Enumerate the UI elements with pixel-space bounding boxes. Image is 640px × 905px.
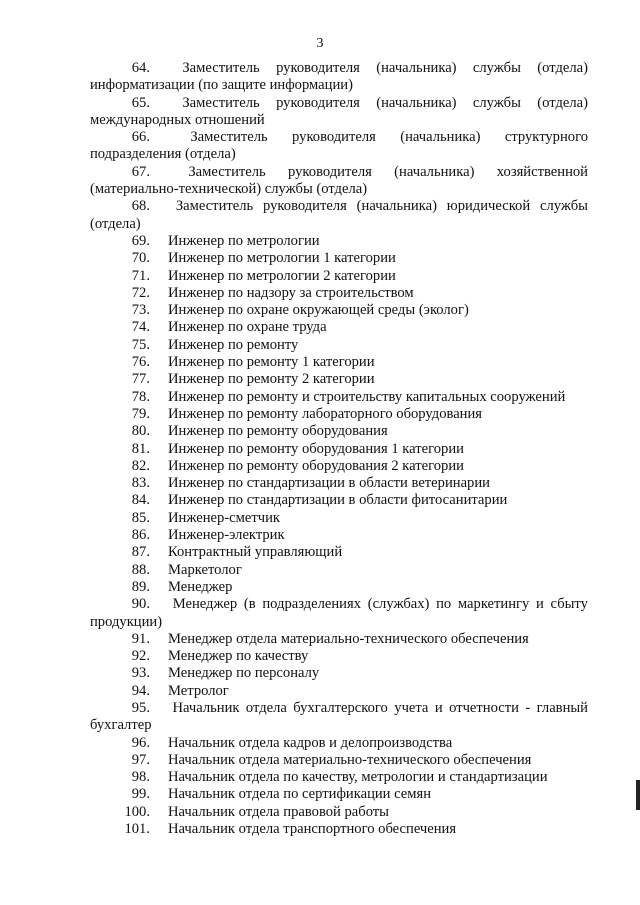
- item-number: 96.: [131, 734, 150, 751]
- item-text: Менеджер по персоналу: [168, 665, 320, 682]
- item-word: учета: [394, 699, 429, 716]
- item-number: 76.: [131, 354, 150, 371]
- scan-edge-mark: [636, 780, 640, 810]
- item-text: Инженер по метрологии 1 категории: [168, 250, 396, 267]
- item-number: 64.: [131, 60, 150, 76]
- list-item: [0, 164, 640, 199]
- item-word: (начальника): [376, 60, 457, 76]
- item-text: Менеджер отдела материально-технического обеспечения: [168, 630, 529, 647]
- item-word: (в: [243, 596, 256, 613]
- item-word: хозяйственной: [496, 163, 588, 180]
- item-text: Начальник отдела транспортного обеспечения: [168, 821, 457, 838]
- item-word: Начальник: [172, 699, 240, 716]
- item-word: службы: [540, 198, 588, 215]
- item-word: Заместитель: [188, 163, 266, 180]
- item-word: сбыту: [550, 596, 588, 613]
- page-number: 3: [316, 36, 324, 51]
- item-word: руководителя: [292, 129, 376, 146]
- item-word: Заместитель: [190, 129, 268, 146]
- item-text: Инженер по метрологии 2 категории: [168, 267, 396, 284]
- item-number: 79.: [131, 405, 150, 422]
- item-number: 71.: [131, 267, 150, 284]
- item-text: Менеджер по качеству: [168, 648, 309, 665]
- item-number: 90.: [131, 596, 150, 613]
- list-item: [0, 562, 640, 579]
- item-number: 97.: [131, 751, 150, 768]
- list-item: [0, 285, 640, 302]
- item-number: 98.: [131, 769, 150, 786]
- list-item: [0, 268, 640, 285]
- list-item: [0, 60, 640, 95]
- list-item: [0, 371, 640, 388]
- item-text: Начальник отдела по сертификации семян: [168, 786, 432, 803]
- item-number: 74.: [131, 319, 150, 336]
- item-number: 83.: [131, 475, 150, 492]
- item-word: и: [434, 699, 443, 716]
- item-number: 100.: [124, 803, 150, 820]
- list-item: [0, 821, 640, 838]
- item-word: (отдела): [537, 60, 588, 76]
- list-item: [0, 319, 640, 336]
- item-number: 73.: [131, 302, 150, 319]
- item-text: Инженер по охране окружающей среды (эколог): [168, 302, 469, 319]
- list-item: [0, 354, 640, 371]
- list-item: [0, 233, 640, 250]
- item-continuation: подразделения (отдела): [90, 146, 236, 163]
- item-text: Инженер по охране труда: [168, 319, 327, 336]
- position-list: [0, 60, 640, 838]
- item-word: подразделениях: [262, 596, 362, 613]
- item-text: Менеджер: [168, 578, 233, 595]
- item-number: 78.: [131, 388, 150, 405]
- item-number: 86.: [131, 527, 150, 544]
- item-word: руководителя: [263, 198, 347, 215]
- list-item: [0, 95, 640, 130]
- item-number: 80.: [131, 423, 150, 440]
- item-number: 75.: [131, 336, 150, 353]
- item-word: (начальника): [394, 163, 475, 180]
- item-text: Инженер по ремонту: [168, 336, 299, 353]
- item-continuation: информатизации (по защите информации): [90, 77, 353, 94]
- item-text: Инженер по ремонту и строительству капитальных сооружений: [168, 388, 566, 405]
- item-number: 94.: [131, 682, 150, 699]
- item-text: Инженер по надзору за строительством: [168, 284, 414, 301]
- item-word: Заместитель: [182, 60, 260, 76]
- item-word: службы: [472, 60, 521, 76]
- item-number: 72.: [131, 284, 150, 301]
- item-text: Инженер по ремонту оборудования 2 категории: [168, 457, 464, 474]
- list-item: [0, 302, 640, 319]
- item-number: 68.: [131, 198, 150, 215]
- item-text: Инженер по ремонту 2 категории: [168, 371, 375, 388]
- item-text: Инженер по ремонту оборудования 1 категории: [168, 440, 464, 457]
- item-number: 95.: [131, 699, 150, 716]
- item-word: Заместитель: [182, 94, 260, 111]
- item-continuation: бухгалтер: [90, 717, 152, 734]
- item-continuation: международных отношений: [90, 111, 265, 128]
- item-text: Инженер по ремонту оборудования: [168, 423, 388, 440]
- item-word: (начальника): [376, 94, 457, 111]
- item-text: Инженер по ремонту лабораторного оборудования: [168, 405, 483, 422]
- item-first-line: [0, 60, 640, 77]
- item-number: 88.: [131, 561, 150, 578]
- item-first-line: [0, 198, 640, 215]
- item-first-line: [0, 129, 640, 146]
- item-number: 92.: [131, 648, 150, 665]
- item-word: по: [436, 596, 452, 613]
- item-word: юридической: [446, 198, 531, 215]
- item-number: 82.: [131, 457, 150, 474]
- item-number: 70.: [131, 250, 150, 267]
- list-item: [0, 752, 640, 769]
- item-continuation: (материально-технической) службы (отдела): [90, 181, 368, 198]
- item-text: Начальник отдела правовой работы: [168, 803, 389, 820]
- item-number: 66.: [131, 129, 150, 146]
- item-word: бухгалтерского: [293, 699, 388, 716]
- item-text: Инженер-электрик: [168, 527, 285, 544]
- list-item: [0, 198, 640, 233]
- item-word: руководителя: [276, 60, 360, 76]
- item-number: 93.: [131, 665, 150, 682]
- list-item: [0, 769, 640, 786]
- item-number: 77.: [131, 371, 150, 388]
- item-word: маркетингу: [457, 596, 530, 613]
- list-item: [0, 129, 640, 164]
- list-item: [0, 250, 640, 267]
- item-continuation: (отдела): [90, 215, 141, 232]
- list-item: [0, 786, 640, 803]
- item-text: Маркетолог: [168, 561, 242, 578]
- list-item: [0, 579, 640, 596]
- item-number: 85.: [131, 509, 150, 526]
- item-number: 69.: [131, 232, 150, 249]
- item-word: руководителя: [276, 94, 360, 111]
- list-item: [0, 458, 640, 475]
- item-text: Контрактный управляющий: [168, 544, 343, 561]
- list-item: [0, 492, 640, 509]
- item-text: Начальник отдела по качеству, метрологии и стандартизации: [168, 769, 548, 786]
- item-text: Инженер по ремонту 1 категории: [168, 354, 375, 371]
- item-first-line: [0, 164, 640, 181]
- item-word: Заместитель: [175, 198, 254, 215]
- item-number: 89.: [131, 578, 150, 595]
- list-item: [0, 700, 640, 735]
- item-text: Инженер по стандартизации в области ветеринарии: [168, 475, 490, 492]
- item-word: -: [525, 699, 531, 716]
- item-word: структурного: [504, 129, 588, 146]
- list-item: [0, 406, 640, 423]
- item-word: отчетности: [449, 699, 519, 716]
- item-number: 81.: [131, 440, 150, 457]
- item-text: Начальник отдела материально-технического обеспечения: [168, 751, 532, 768]
- item-word: (начальника): [400, 129, 481, 146]
- item-number: 67.: [131, 163, 150, 180]
- item-continuation: продукции): [90, 613, 163, 630]
- list-item: [0, 648, 640, 665]
- list-item: [0, 475, 640, 492]
- item-text: Инженер по метрологии: [168, 232, 320, 249]
- item-number: 65.: [131, 94, 150, 111]
- list-item: [0, 631, 640, 648]
- item-word: (начальника): [356, 198, 437, 215]
- item-first-line: [0, 596, 640, 613]
- item-word: Менеджер: [172, 596, 238, 613]
- list-item: [0, 527, 640, 544]
- list-item: [0, 596, 640, 631]
- list-item: [0, 804, 640, 821]
- item-number: 84.: [131, 492, 150, 509]
- item-text: Метролог: [168, 682, 229, 699]
- list-item: [0, 423, 640, 440]
- item-word: главный: [536, 699, 588, 716]
- list-item: [0, 441, 640, 458]
- list-item: [0, 389, 640, 406]
- item-word: отдела: [245, 699, 287, 716]
- list-item: [0, 544, 640, 561]
- item-number: 101.: [124, 821, 150, 838]
- item-word: руководителя: [288, 163, 372, 180]
- item-word: службы: [472, 94, 521, 111]
- item-text: Инженер-сметчик: [168, 509, 280, 526]
- list-item: [0, 683, 640, 700]
- item-text: Инженер по стандартизации в области фитосанитарии: [168, 492, 508, 509]
- item-word: и: [536, 596, 544, 613]
- item-number: 87.: [131, 544, 150, 561]
- list-item: [0, 665, 640, 682]
- item-word: (службах): [367, 596, 430, 613]
- item-number: 91.: [131, 630, 150, 647]
- item-word: (отдела): [537, 94, 588, 111]
- item-text: Начальник отдела кадров и делопроизводства: [168, 734, 453, 751]
- list-item: [0, 510, 640, 527]
- item-number: 99.: [131, 786, 150, 803]
- item-first-line: [0, 700, 640, 717]
- list-item: [0, 735, 640, 752]
- list-item: [0, 337, 640, 354]
- item-first-line: [0, 95, 640, 112]
